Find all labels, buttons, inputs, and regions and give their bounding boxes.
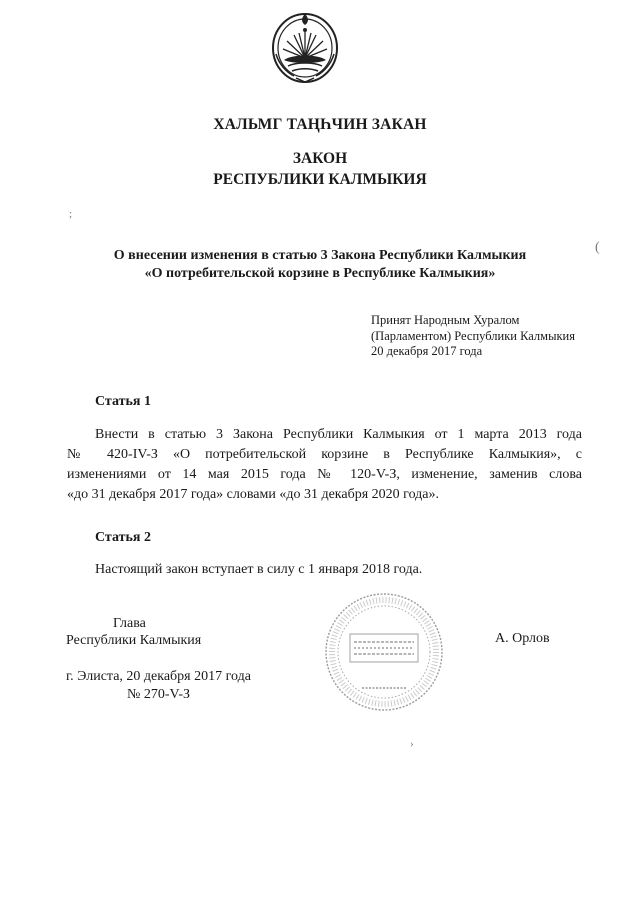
adoption-line2: (Парламентом) Республики Калмыкия <box>371 328 575 343</box>
article1-body <box>67 425 582 505</box>
article1-line: «до 31 декабря 2017 года» словами «до 31 декабря 2020 года». <box>67 487 439 502</box>
kalmyk-title: ХАЛЬМГ ТАҢҺЧИН ЗАКАН <box>213 116 427 133</box>
kalmykia-coat-of-arms-icon <box>270 8 340 84</box>
signatory-name: А. Орлов <box>495 631 550 646</box>
adoption-line1: Принят Народным Хуралом <box>371 313 520 327</box>
article2-heading: Статья 2 <box>95 530 151 545</box>
law-title-line1: О внесении изменения в статью 3 Закона Республики Калмыкия <box>113 248 527 263</box>
adoption-line3: 20 декабря 2017 года <box>371 344 483 358</box>
adoption-block <box>371 313 575 360</box>
article1-line: № 420-IV-З «О потребительской корзине в Республике Калмыкия», с <box>67 447 582 462</box>
scan-artifact: ( <box>595 240 600 255</box>
scan-artifact: › <box>410 738 414 750</box>
republic-label: РЕСПУБЛИКИ КАЛМЫКИЯ <box>213 171 427 188</box>
article1-heading: Статья 1 <box>95 394 151 409</box>
signatory-position-line1: Глава <box>113 616 146 631</box>
law-number: № 270-V-З <box>127 687 191 702</box>
scan-artifact: ; <box>69 208 73 220</box>
article1-line: Внести в статью 3 Закона Республики Калмыкия от 1 марта 2013 года <box>95 427 582 442</box>
law-title-line2: «О потребительской корзине в Республике Калмыкия» <box>144 266 496 281</box>
article2-text: Настоящий закон вступает в силу с 1 января 2018 года. <box>95 562 423 577</box>
article1-line: изменениями от 14 мая 2015 года № 120-V-З, изменение, заменив слова <box>67 467 582 482</box>
law-label: ЗАКОН <box>292 150 348 167</box>
place-date: г. Элиста, 20 декабря 2017 года <box>66 669 251 684</box>
official-seal-icon <box>322 590 446 714</box>
signatory-position-line2: Республики Калмыкия <box>66 633 202 648</box>
